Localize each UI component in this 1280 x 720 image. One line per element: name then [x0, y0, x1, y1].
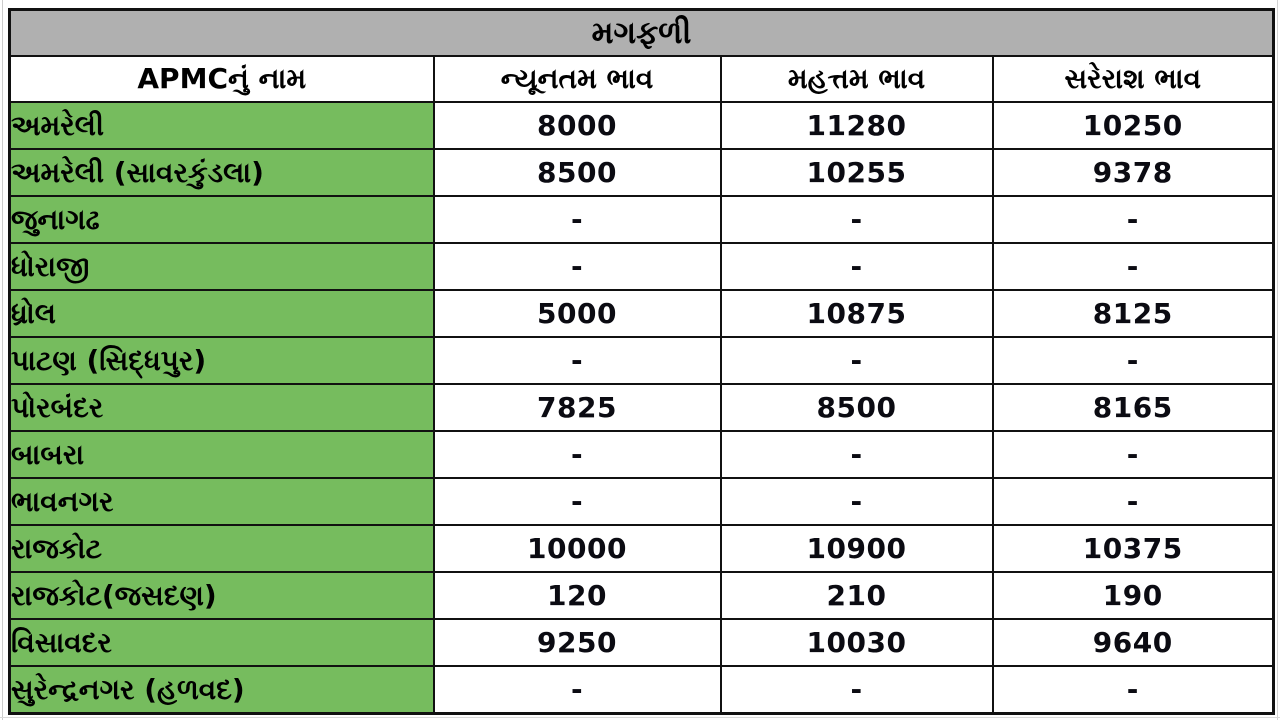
apmc-name-cell: ધોરાજી	[10, 243, 434, 290]
avg-price-cell: -	[993, 431, 1274, 478]
avg-price-cell: -	[993, 478, 1274, 525]
table-row	[10, 149, 1274, 196]
commodity-title: મગફળી	[10, 10, 1274, 57]
table-row	[10, 384, 1274, 431]
spreadsheet-gridline-bottom	[0, 717, 1280, 718]
max-price-cell: 210	[721, 572, 993, 619]
table-row	[10, 337, 1274, 384]
table-row	[10, 196, 1274, 243]
column-header-row	[10, 56, 1274, 102]
apmc-price-table	[8, 8, 1275, 715]
min-price-cell: -	[434, 196, 721, 243]
min-price-cell: -	[434, 431, 721, 478]
table-row	[10, 619, 1274, 666]
table-row	[10, 478, 1274, 525]
column-header-apmc-name: APMCનું નામ	[10, 56, 434, 102]
column-header-min-price: ન્યૂનતમ ભાવ	[434, 56, 721, 102]
avg-price-cell: 9640	[993, 619, 1274, 666]
apmc-name-cell: જુનાગઢ	[10, 196, 434, 243]
min-price-cell: 8000	[434, 102, 721, 149]
spreadsheet-gridline-left	[2, 0, 3, 720]
max-price-cell: 8500	[721, 384, 993, 431]
table-row	[10, 102, 1274, 149]
column-header-max-price: મહત્તમ ભાવ	[721, 56, 993, 102]
apmc-name-cell: ધ્રોલ	[10, 290, 434, 337]
avg-price-cell: -	[993, 337, 1274, 384]
avg-price-cell: 8165	[993, 384, 1274, 431]
table-row	[10, 666, 1274, 714]
title-row	[10, 10, 1274, 57]
apmc-name-cell: અમરેલી (સાવરકુંડલા)	[10, 149, 434, 196]
apmc-name-cell: વિસાવદર	[10, 619, 434, 666]
max-price-cell: -	[721, 478, 993, 525]
apmc-name-cell: બાબરા	[10, 431, 434, 478]
avg-price-cell: -	[993, 666, 1274, 714]
max-price-cell: 10900	[721, 525, 993, 572]
apmc-name-cell: સુરેન્દ્રનગર (હળવદ)	[10, 666, 434, 714]
avg-price-cell: -	[993, 196, 1274, 243]
table-row	[10, 243, 1274, 290]
avg-price-cell: 190	[993, 572, 1274, 619]
apmc-name-cell: રાજકોટ	[10, 525, 434, 572]
table-row	[10, 290, 1274, 337]
min-price-cell: 7825	[434, 384, 721, 431]
min-price-cell: -	[434, 666, 721, 714]
avg-price-cell: 8125	[993, 290, 1274, 337]
max-price-cell: 10255	[721, 149, 993, 196]
min-price-cell: -	[434, 478, 721, 525]
min-price-cell: 9250	[434, 619, 721, 666]
min-price-cell: -	[434, 337, 721, 384]
max-price-cell: -	[721, 666, 993, 714]
min-price-cell: -	[434, 243, 721, 290]
apmc-name-cell: પાટણ (સિદ્ધપુર)	[10, 337, 434, 384]
max-price-cell: -	[721, 196, 993, 243]
table-row	[10, 525, 1274, 572]
apmc-name-cell: પોરબંદર	[10, 384, 434, 431]
max-price-cell: 10030	[721, 619, 993, 666]
apmc-name-cell: અમરેલી	[10, 102, 434, 149]
spreadsheet-gridline-right	[1277, 0, 1278, 720]
avg-price-cell: 9378	[993, 149, 1274, 196]
apmc-name-cell: ભાવનગર	[10, 478, 434, 525]
avg-price-cell: 10250	[993, 102, 1274, 149]
max-price-cell: 10875	[721, 290, 993, 337]
max-price-cell: -	[721, 431, 993, 478]
max-price-cell: -	[721, 243, 993, 290]
max-price-cell: -	[721, 337, 993, 384]
table-row	[10, 572, 1274, 619]
column-header-avg-price: સરેરાશ ભાવ	[993, 56, 1274, 102]
table-row	[10, 431, 1274, 478]
min-price-cell: 5000	[434, 290, 721, 337]
avg-price-cell: 10375	[993, 525, 1274, 572]
apmc-name-cell: રાજકોટ(જસદણ)	[10, 572, 434, 619]
max-price-cell: 11280	[721, 102, 993, 149]
min-price-cell: 10000	[434, 525, 721, 572]
avg-price-cell: -	[993, 243, 1274, 290]
min-price-cell: 8500	[434, 149, 721, 196]
min-price-cell: 120	[434, 572, 721, 619]
